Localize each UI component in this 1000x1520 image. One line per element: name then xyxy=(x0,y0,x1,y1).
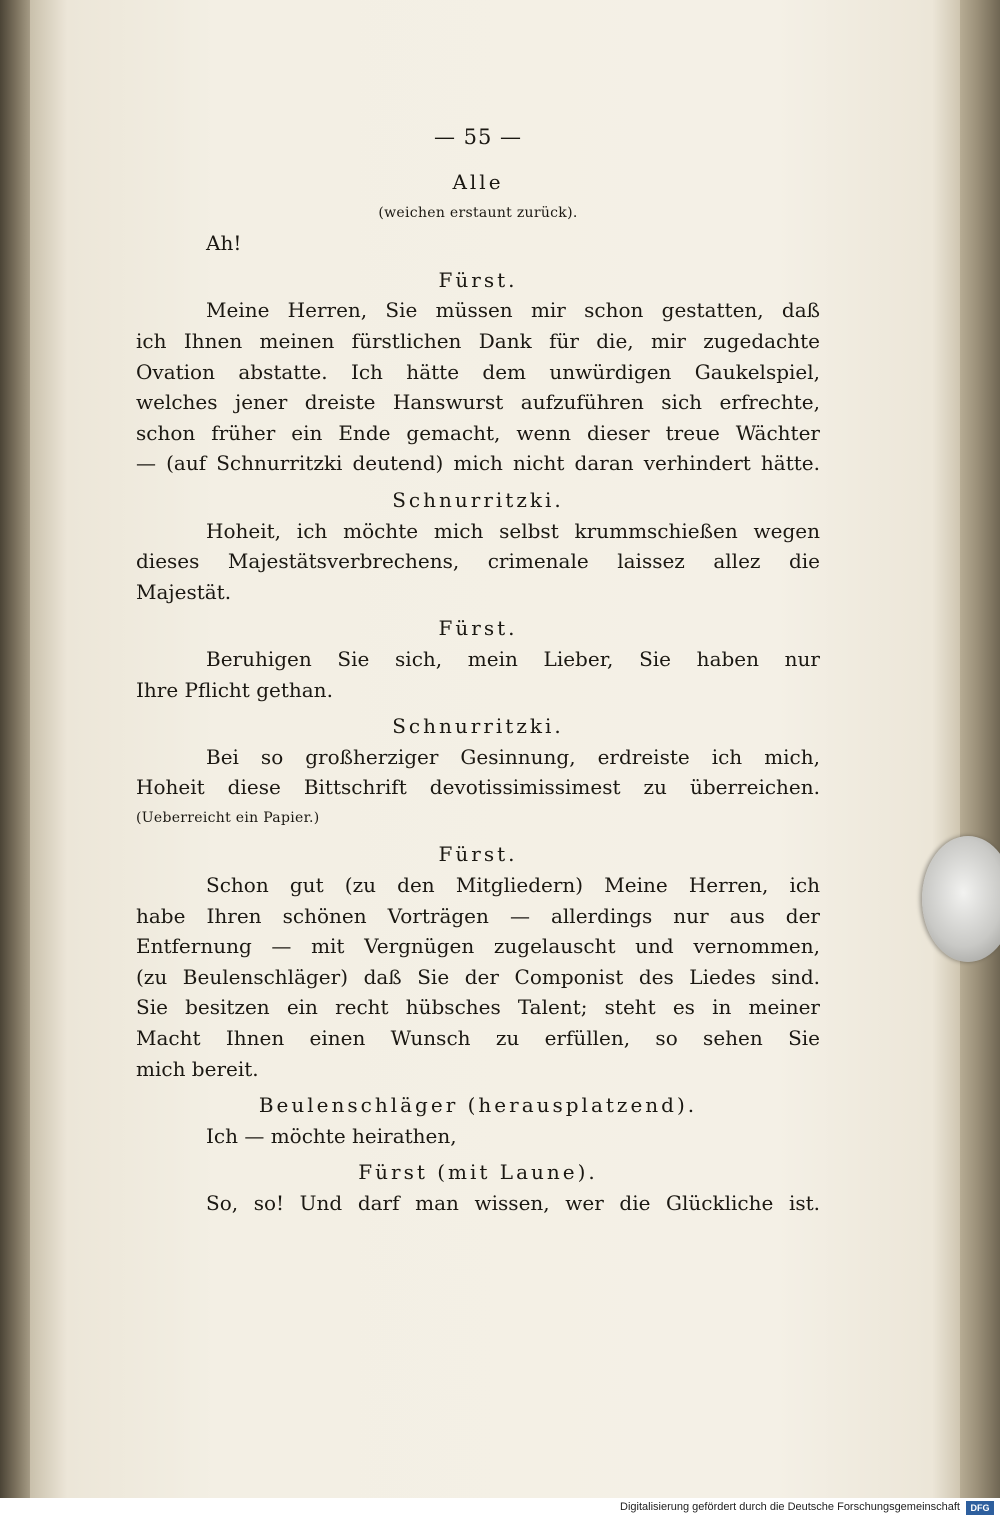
book-cover-edge xyxy=(960,0,1000,1498)
text-line: Ah! xyxy=(206,231,242,256)
text-line: Bei so großherziger Gesinnung, erdreiste ich mich, xyxy=(206,744,820,769)
speaker-heading: Beulenschläger (herausplatzend). xyxy=(258,1093,698,1118)
speaker-heading: Fürst. xyxy=(438,267,518,292)
text-line: schon früher ein Ende gemacht, wenn dieser treue Wächter xyxy=(136,420,820,445)
text-line: Schon gut (zu den Mitgliedern) Meine Herren, ich xyxy=(206,873,820,898)
text-line: Sie besitzen ein recht hübsches Talent; steht es in meiner xyxy=(136,995,820,1020)
speaker-heading: Schnurritzki. xyxy=(392,714,564,739)
page-number: — 55 — xyxy=(433,125,523,149)
text-line: ich Ihnen meinen fürstlichen Dank für die, mir zugedachte xyxy=(136,328,820,353)
text-line: Hoheit, ich möchte mich selbst krummschießen wegen xyxy=(206,518,820,543)
text-line: So, so! Und darf man wissen, wer die Glückliche ist. xyxy=(206,1191,820,1215)
text-line: Meine Herren, Sie müssen mir schon gestatten, daß xyxy=(206,298,820,323)
text-line: Majestät. xyxy=(136,579,232,604)
speaker-heading: Alle xyxy=(452,170,504,194)
digitization-footer xyxy=(0,1498,1000,1520)
page-text xyxy=(136,125,820,1219)
text-line: Macht Ihnen einen Wunsch zu erfüllen, so sehen Sie xyxy=(136,1026,820,1051)
left-page-edge xyxy=(0,0,30,1498)
text-line: Hoheit diese Bittschrift devotissimissimest zu überreichen. xyxy=(136,775,820,800)
text-line: welches jener dreiste Hanswurst aufzuführen sich erfrechte, xyxy=(136,390,820,415)
footer-credit: Digitalisierung gefördert durch die Deutsche Forschungsgemeinschaft xyxy=(620,1501,960,1513)
speaker-heading: Schnurritzki. xyxy=(392,487,564,512)
text-line: Entfernung — mit Vergnügen zugelauscht und vernommen, xyxy=(136,934,820,959)
text-line: mich bereit. xyxy=(136,1056,259,1081)
text-line: Ihre Pflicht gethan. xyxy=(136,677,333,702)
speaker-heading: Fürst. xyxy=(438,842,518,867)
stage-direction: (weichen erstaunt zurück). xyxy=(378,204,578,221)
stage-direction: (Ueberreicht ein Papier.) xyxy=(136,809,320,826)
text-line: habe Ihren schönen Vorträgen — allerdings nur aus der xyxy=(136,903,820,928)
text-line: Ovation abstatte. Ich hätte dem unwürdigen Gaukelspiel, xyxy=(136,359,820,384)
speaker-heading: Fürst (mit Laune). xyxy=(358,1160,598,1185)
text-line: Ich — möchte heirathen, xyxy=(206,1123,457,1148)
dfg-logo-icon: DFG xyxy=(966,1501,994,1515)
text-line: — (auf Schnurritzki deutend) mich nicht daran verhindert hätte. xyxy=(136,451,820,476)
text-line: (zu Beulenschläger) daß Sie der Componist des Liedes sind. xyxy=(136,964,820,989)
text-line: Beruhigen Sie sich, mein Lieber, Sie haben nur xyxy=(206,646,820,671)
text-line: dieses Majestätsverbrechens, crimenale laissez allez die xyxy=(136,549,820,574)
speaker-heading: Fürst. xyxy=(438,616,518,641)
